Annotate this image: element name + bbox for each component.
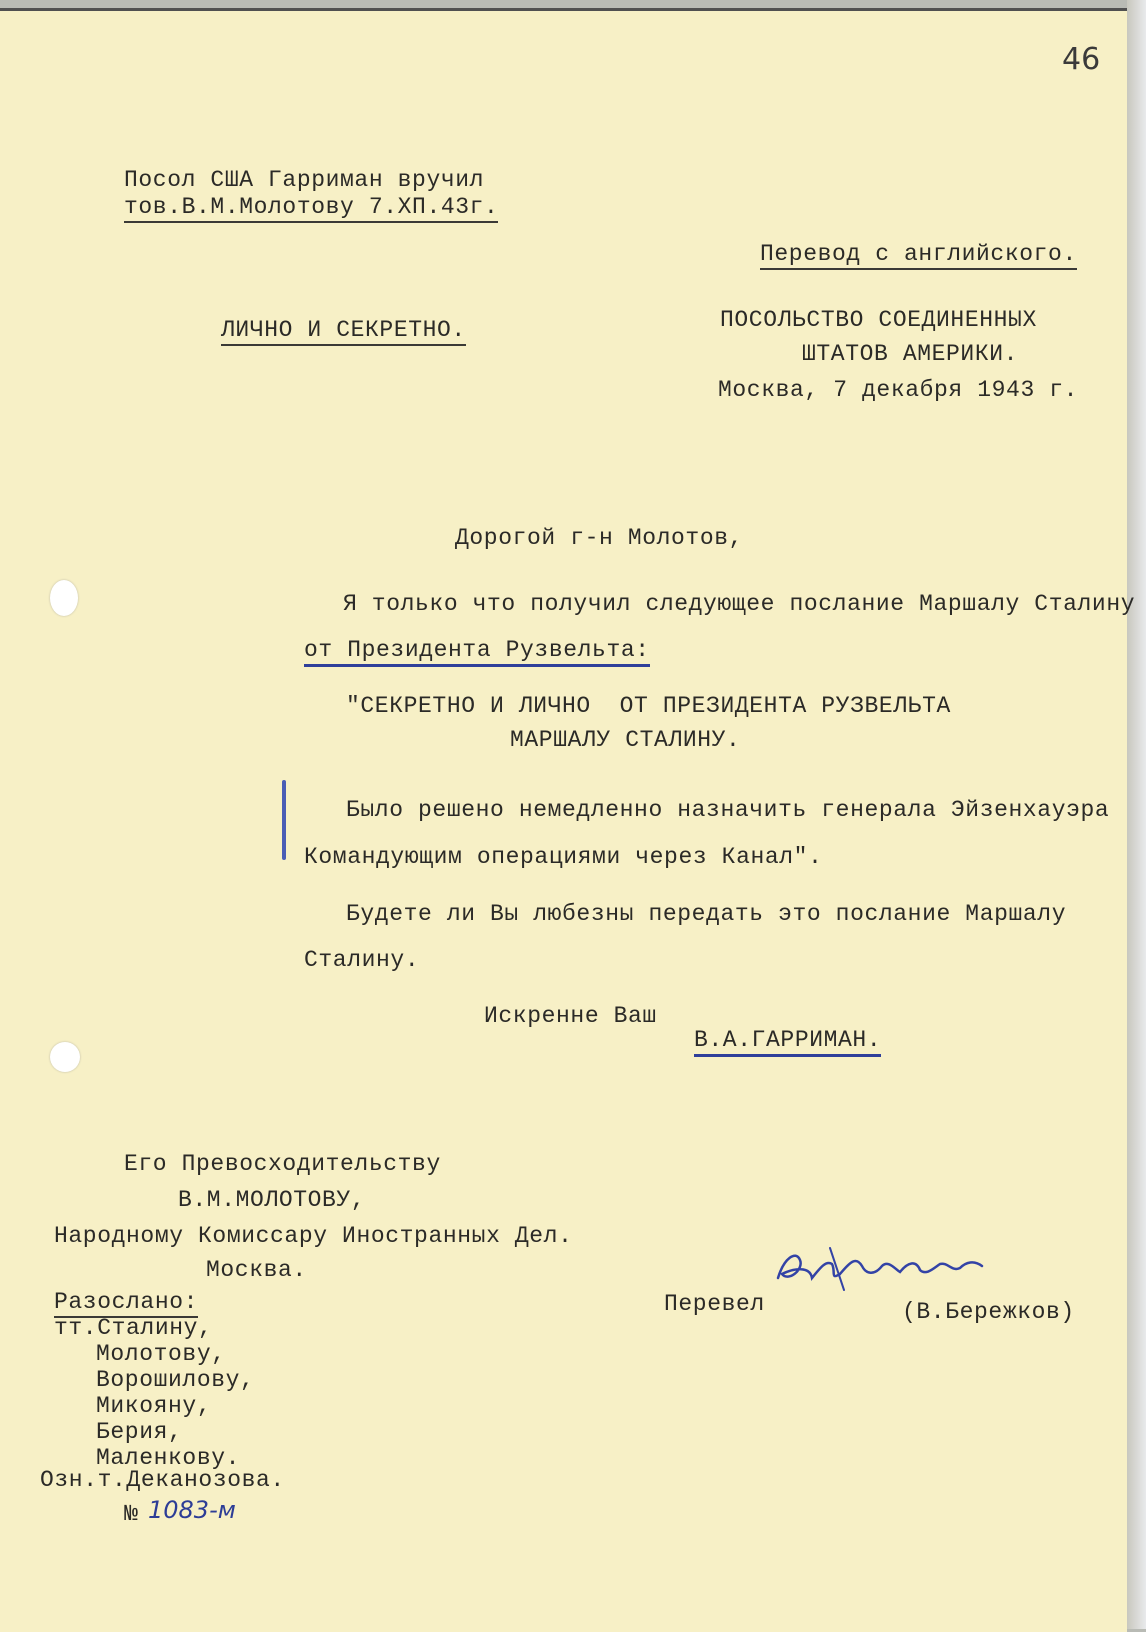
translation-note: Перевод с английского.	[760, 240, 1077, 270]
distribution-recipient: Микояну,	[96, 1393, 212, 1419]
closing-signature: В.А.ГАРРИМАН.	[694, 1026, 881, 1057]
request-line1: Будете ли Вы любезны передать это послание Маршалу	[346, 901, 1067, 927]
quote-text-line1: Было решено немедленно назначить генерала Эйзенхауэра	[346, 797, 1110, 823]
distribution-recipient: тт.Сталину,	[54, 1315, 213, 1341]
delivery-note-line2: тов.В.М.Молотову 7.ХП.43г.	[124, 193, 498, 223]
document-number-prefix: №	[124, 1501, 139, 1527]
translator-label: Перевел	[664, 1291, 765, 1317]
letterhead-line1: ПОСОЛЬСТВО СОЕДИНЕННЫХ	[720, 307, 1037, 333]
addressee-line1: Его Превосходительству	[124, 1151, 441, 1177]
distribution-recipient: Молотову,	[96, 1341, 226, 1367]
addressee-line3: Народному Комиссару Иностранных Дел.	[54, 1223, 573, 1249]
letterhead-line2: ШТАТОВ АМЕРИКИ.	[802, 341, 1019, 367]
place-date: Москва, 7 декабря 1943 г.	[718, 377, 1079, 403]
delivery-note-line1: Посол США Гарриман вручил	[124, 167, 485, 193]
translator-name: (В.Бережков)	[902, 1299, 1075, 1325]
translator-signature-scribble	[770, 1238, 1010, 1298]
quote-heading-line1: "СЕКРЕТНО И ЛИЧНО ОТ ПРЕЗИДЕНТА РУЗВЕЛЬТА	[346, 693, 951, 719]
intro-line2: от Президента Рузвельта:	[304, 636, 650, 667]
distribution-recipient: Берия,	[96, 1419, 183, 1445]
request-line2: Сталину.	[304, 947, 420, 973]
document-number-handwritten: 1083-м	[148, 1496, 236, 1524]
closing-phrase: Искренне Ваш	[484, 1003, 657, 1029]
distribution-heading: Разослано:	[54, 1288, 198, 1318]
quote-heading-line2: МАРШАЛУ СТАЛИНУ.	[510, 727, 741, 753]
distribution-recipient: Ворошилову,	[96, 1367, 255, 1393]
distribution-recipient: Маленкову.	[96, 1445, 241, 1471]
margin-mark	[282, 780, 286, 860]
salutation: Дорогой г-н Молотов,	[455, 525, 744, 551]
punch-hole-top	[50, 580, 78, 616]
acquainted-note: Озн.т.Деканозова.	[40, 1467, 285, 1493]
addressee-line2: В.М.МОЛОТОВУ,	[178, 1187, 366, 1213]
classification: ЛИЧНО И СЕКРЕТНО.	[221, 316, 466, 346]
page-number: 46	[1062, 42, 1101, 77]
page-edge	[1127, 0, 1146, 1629]
addressee-line4: Москва.	[206, 1257, 307, 1283]
punch-hole-bottom	[50, 1042, 80, 1072]
intro-line1: Я только что получил следующее послание Маршалу Сталину	[343, 591, 1136, 617]
quote-text-line2: Командующим операциями через Канал".	[304, 844, 823, 870]
